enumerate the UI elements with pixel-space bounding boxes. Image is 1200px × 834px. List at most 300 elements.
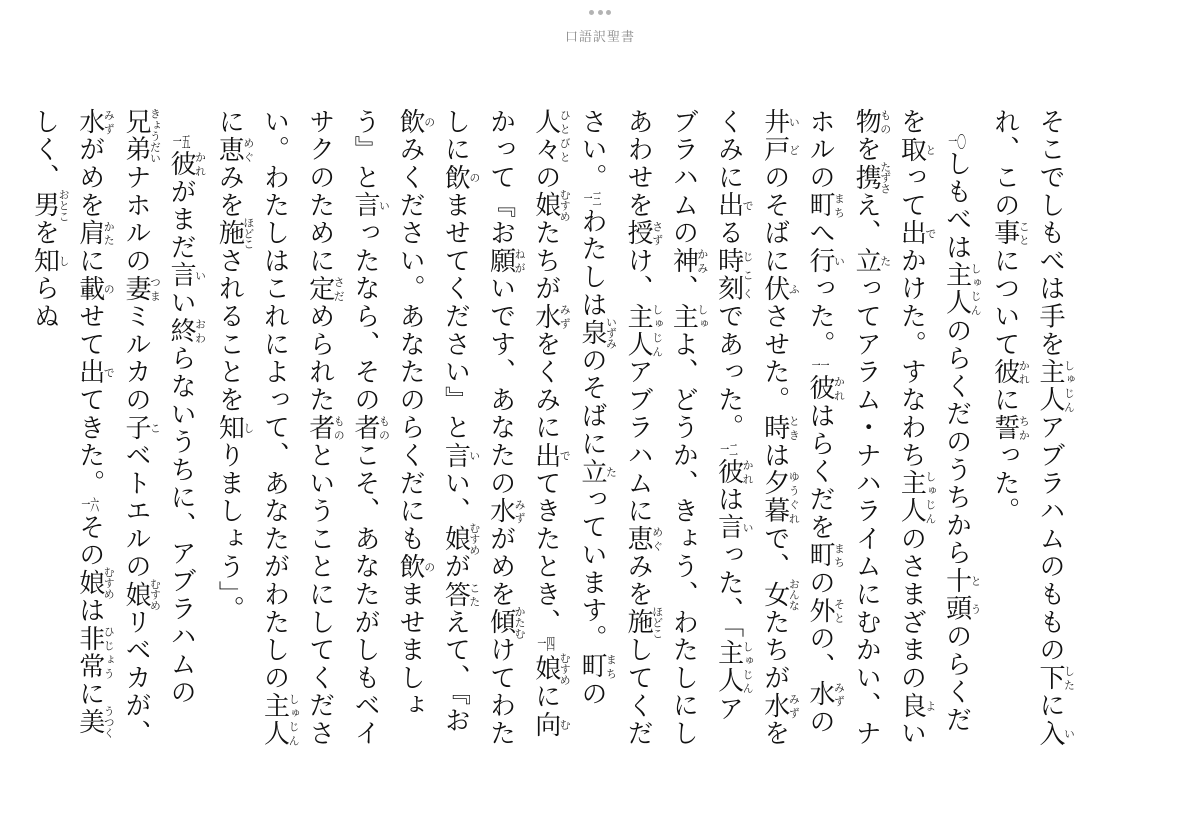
text-run: みを <box>214 163 245 220</box>
ruby-base: 飲 <box>395 108 426 136</box>
ruby-word <box>759 578 801 611</box>
ruby-base: 傾 <box>485 605 516 639</box>
text-run: を <box>29 219 60 248</box>
ruby-reading: むすめ <box>558 188 572 222</box>
ruby-word <box>668 302 709 331</box>
ruby-reading: し <box>241 413 255 442</box>
ruby-word <box>1035 719 1076 748</box>
ruby-word <box>120 413 162 442</box>
ruby-word <box>851 108 892 136</box>
ruby-base: 泉 <box>576 316 607 350</box>
ruby-base: 夕暮 <box>759 469 790 526</box>
ruby-word <box>440 522 481 556</box>
ruby-reading: まち <box>832 541 846 569</box>
ruby-word <box>804 374 846 403</box>
text-run: に <box>1035 691 1065 720</box>
text-run: わたしは <box>576 207 607 319</box>
text-run: てきた。 <box>74 386 105 498</box>
ruby-reading: みず <box>787 691 801 720</box>
text-run: ませましょう』と <box>349 108 426 720</box>
ruby-reading: しゅじん <box>1062 358 1076 414</box>
ruby-base: 娘 <box>530 652 561 686</box>
text-run: った、「 <box>713 541 744 640</box>
ruby-word <box>576 316 618 350</box>
ruby-reading: おとこ <box>57 188 71 222</box>
ruby-word <box>166 261 207 290</box>
text-run: そこでしもべは手を <box>1035 108 1065 359</box>
text-run: る <box>713 219 744 248</box>
ruby-reading: ゆうぐれ <box>787 469 801 526</box>
ruby-reading: しゅじん <box>969 261 983 317</box>
text-run: らぬ <box>29 274 60 331</box>
paragraph-1 <box>982 108 1075 748</box>
ruby-word <box>989 358 1031 387</box>
text-run: みを <box>623 552 654 609</box>
ruby-word <box>896 219 937 248</box>
ruby-reading: いずみ <box>604 316 618 350</box>
ruby-word <box>896 469 937 526</box>
ruby-word <box>623 219 664 248</box>
ruby-reading: しゅじん <box>650 302 664 359</box>
text-run: こそ、あなたがしもベイサクのために <box>304 108 380 748</box>
ruby-base: 主人 <box>259 691 290 748</box>
ruby-base: 主人 <box>1035 358 1065 414</box>
text-run: が <box>440 552 471 581</box>
text-run: の、 <box>804 624 835 681</box>
ruby-word <box>214 413 255 442</box>
ruby-word <box>713 639 755 696</box>
ruby-base: 彼 <box>713 457 744 486</box>
text-run: いです、あなたの <box>485 274 516 498</box>
ruby-reading: こた <box>467 580 481 609</box>
ruby-base: 井戸 <box>759 108 790 164</box>
ruby-reading: い <box>467 441 481 470</box>
ruby-word <box>804 596 846 625</box>
ruby-word <box>485 247 527 275</box>
ruby-reading: たずさ <box>878 161 892 194</box>
text-run: リベカが、 <box>120 608 151 748</box>
ruby-word <box>804 541 846 569</box>
text-run: アブラハムの <box>668 108 744 723</box>
ruby-reading: さず <box>650 219 664 247</box>
text-run: させた。 <box>759 302 790 414</box>
text-run: えて、『お <box>440 608 471 735</box>
text-run: してください。 <box>576 108 654 748</box>
ruby-word <box>804 680 846 709</box>
dot <box>606 10 611 15</box>
ruby-word <box>713 513 755 542</box>
text-run: がめを <box>485 525 516 609</box>
ruby-base: 時 <box>759 413 790 442</box>
ruby-word <box>623 525 664 553</box>
ruby-reading: ねが <box>513 247 527 275</box>
ruby-reading: と <box>923 135 937 164</box>
ruby-reading: しゅ <box>695 302 709 331</box>
ruby-base: 肩 <box>74 219 105 248</box>
text-run: って <box>896 163 927 220</box>
text-run: をくみに <box>713 108 790 748</box>
ruby-base: 町 <box>576 652 607 681</box>
ruby-reading: しゅじん <box>741 639 755 696</box>
ruby-base: 水 <box>74 108 105 136</box>
ruby-reading: かたむ <box>513 605 527 639</box>
ruby-base: 伏 <box>759 274 790 303</box>
ruby-reading: ほどこ <box>241 216 255 250</box>
ruby-reading: かれ <box>741 457 755 486</box>
ruby-reading: こ <box>148 413 162 442</box>
paragraph-2 <box>206 108 981 748</box>
ruby-base: 者 <box>304 413 335 442</box>
text-run: ベトエルの <box>120 441 151 581</box>
ruby-reading: かれ <box>193 150 207 178</box>
ruby-reading: の <box>467 163 481 192</box>
ruby-base: 立 <box>851 247 882 275</box>
ruby-reading: とう <box>969 567 983 623</box>
text-run: い <box>896 719 927 748</box>
ruby-base: 言 <box>440 441 471 470</box>
verse-number-14: 一四 <box>537 636 556 653</box>
ruby-reading: で <box>102 358 116 387</box>
ruby-base: 取 <box>896 135 927 164</box>
ruby-reading: かた <box>102 219 116 248</box>
ruby-base: 知 <box>214 413 245 442</box>
text-run: たちが <box>759 608 790 692</box>
ruby-reading: みず <box>513 497 527 526</box>
text-run: ませてください』と <box>440 191 471 442</box>
ruby-word <box>304 274 346 303</box>
ruby-base: 水 <box>804 680 835 709</box>
ruby-reading: い <box>377 191 391 220</box>
ruby-base: 彼 <box>804 374 835 403</box>
text-run: について <box>989 247 1020 359</box>
ruby-reading: もの <box>332 413 346 442</box>
ruby-base: 娘 <box>120 578 151 611</box>
ruby-reading: ひとびと <box>558 108 572 164</box>
ruby-reading: こと <box>1017 219 1031 247</box>
ruby-reading: もの <box>377 413 391 442</box>
ruby-base: 主 <box>668 302 699 331</box>
ruby-reading: た <box>878 247 892 275</box>
ruby-word <box>576 457 618 486</box>
text-run: に <box>74 247 105 275</box>
ruby-reading: まち <box>832 191 846 220</box>
ruby-base: 非常 <box>74 624 105 681</box>
text-run: った。 <box>989 441 1020 526</box>
ruby-base: 男 <box>29 188 60 222</box>
ruby-word <box>74 219 116 248</box>
ruby-word <box>1035 664 1076 692</box>
ruby-base: 兄弟 <box>120 108 151 164</box>
verse-number-13: 一三 <box>583 191 602 208</box>
text-run: の <box>804 708 835 736</box>
ruby-word <box>896 691 937 720</box>
reader-top-bar <box>0 0 1200 48</box>
ruby-reading: ふ <box>787 274 801 303</box>
ruby-word <box>804 247 846 275</box>
ruby-word <box>530 108 572 164</box>
ruby-reading: もの <box>878 108 892 136</box>
text-run: りましょう」。 <box>214 441 245 624</box>
ruby-reading: まち <box>604 652 618 681</box>
ruby-reading: みず <box>832 680 846 709</box>
ruby-base: 女 <box>759 578 790 611</box>
ruby-reading: した <box>1062 664 1076 692</box>
ruby-word <box>668 247 709 275</box>
ruby-word <box>304 413 346 442</box>
text-run: しく、 <box>29 108 60 192</box>
ruby-base: 美 <box>74 705 105 739</box>
ruby-base: 妻 <box>120 274 151 303</box>
ruby-word <box>759 413 801 442</box>
ruby-reading: むすめ <box>558 652 572 686</box>
ruby-word <box>941 261 983 317</box>
ruby-reading: さだ <box>332 274 346 303</box>
text-run: をくみに <box>530 330 561 442</box>
verse-number-11: 一一 <box>811 358 830 375</box>
ruby-base: 下 <box>1035 664 1065 692</box>
ruby-reading: い <box>1062 719 1076 748</box>
ruby-base: 娘 <box>440 522 471 556</box>
text-run: であった。 <box>713 302 744 442</box>
dot <box>598 10 603 15</box>
verse-number-10: 一〇 <box>948 134 966 151</box>
ruby-word <box>530 302 572 331</box>
ruby-word <box>941 567 983 623</box>
ruby-word <box>623 302 664 359</box>
verse-number-15: 一五 <box>172 134 191 151</box>
ruby-word <box>74 108 116 136</box>
text-run: れ、この <box>989 108 1020 220</box>
text-run: たちが <box>530 219 561 303</box>
ruby-word <box>530 188 572 222</box>
ruby-word <box>74 624 116 681</box>
text-run: え、 <box>851 191 882 248</box>
ruby-word <box>713 247 755 303</box>
ruby-word <box>74 274 116 303</box>
ruby-reading: とき <box>787 413 801 442</box>
ruby-base: 恵 <box>214 135 245 164</box>
ruby-base: 載 <box>74 274 105 303</box>
ruby-reading: かれ <box>1017 358 1031 387</box>
ruby-base: 主人 <box>713 639 744 696</box>
ruby-word <box>29 247 71 275</box>
ruby-base: 彼 <box>989 358 1020 387</box>
ruby-base: 時刻 <box>713 247 744 303</box>
text-run: ということにしてください。わたしはこれによって、あなたがわたしの <box>259 108 335 748</box>
ruby-word <box>214 216 255 250</box>
text-run: ってアラム・ナハライムにむかい、ナホルの <box>804 108 882 748</box>
more-options-icon[interactable] <box>589 7 611 17</box>
ruby-reading: で <box>741 191 755 220</box>
ruby-reading: そと <box>832 596 846 625</box>
text-run: のらくだを <box>896 108 972 734</box>
text-run: けてわたしに <box>440 108 516 748</box>
text-run: の <box>804 569 835 597</box>
ruby-base: 言 <box>166 261 197 290</box>
text-run: その <box>74 513 105 570</box>
ruby-reading: よ <box>923 691 937 720</box>
text-run: がめを <box>74 135 105 220</box>
ruby-word <box>713 457 755 486</box>
ruby-base: 言 <box>349 191 380 220</box>
ruby-reading: い <box>741 513 755 542</box>
text-run: かけた。すなわち <box>896 247 927 470</box>
ruby-reading: めぐ <box>241 135 255 164</box>
ruby-reading: い <box>193 261 207 290</box>
text-run: められた <box>304 302 335 414</box>
ruby-word <box>1035 358 1076 414</box>
ruby-word <box>485 497 527 526</box>
text-run: に <box>530 682 561 711</box>
ruby-reading: めぐ <box>650 525 664 553</box>
ruby-word <box>74 358 116 387</box>
text-run: に <box>989 386 1020 414</box>
text-run: は <box>713 485 744 514</box>
text-run: てきたとき、 <box>530 469 561 637</box>
text-run: い、 <box>440 469 471 526</box>
ruby-base: 子 <box>120 413 151 442</box>
ruby-base: 授 <box>623 219 654 248</box>
ruby-base: 定 <box>304 274 335 303</box>
ruby-base: 知 <box>29 247 60 275</box>
ruby-base: 携 <box>851 161 882 194</box>
ruby-word <box>74 566 116 600</box>
text-run: ナホルの <box>120 163 151 275</box>
ruby-word <box>989 219 1031 248</box>
ruby-base: 出 <box>713 191 744 220</box>
ruby-base: 出 <box>896 219 927 248</box>
ruby-reading: かれ <box>832 374 846 403</box>
ruby-reading: む <box>558 710 572 739</box>
ruby-reading: きょうだい <box>148 108 162 164</box>
ruby-word <box>74 705 116 739</box>
ruby-word <box>120 108 162 164</box>
ruby-reading: の <box>102 274 116 303</box>
ruby-base: 娘 <box>74 566 105 600</box>
book-title: 口語訳聖書 <box>564 30 635 45</box>
ruby-base: 出 <box>530 441 561 470</box>
ruby-reading: しゅじん <box>287 691 301 748</box>
ruby-word <box>349 413 391 442</box>
text-run: せて <box>74 302 105 359</box>
ruby-word <box>989 413 1031 442</box>
ruby-word <box>713 191 755 220</box>
ruby-word <box>530 652 572 686</box>
ruby-base: 施 <box>623 606 654 639</box>
text-run: されることを <box>214 247 245 414</box>
ruby-base: 水 <box>530 302 561 331</box>
text-run: ったなら、その <box>349 219 380 414</box>
ruby-word <box>395 108 436 136</box>
ruby-word <box>804 191 846 220</box>
ruby-word <box>759 108 801 164</box>
ruby-base: 出 <box>74 358 105 387</box>
ruby-base: 終 <box>166 316 197 345</box>
ruby-base: 神 <box>668 247 699 275</box>
ruby-word <box>120 274 162 303</box>
ruby-base: 主人 <box>623 302 654 359</box>
ruby-reading: むすめ <box>467 522 481 556</box>
ruby-reading: ひじょう <box>102 624 116 681</box>
text-run: しもべは <box>941 150 972 262</box>
ruby-base: 人々 <box>530 108 561 164</box>
ruby-base: 物 <box>851 108 882 136</box>
ruby-reading: の <box>422 108 436 136</box>
text-run: はらくだを <box>804 402 835 542</box>
ruby-base: 事 <box>989 219 1020 248</box>
text-run: は <box>759 441 790 470</box>
ruby-base: 飲 <box>440 163 471 192</box>
ruby-base: 町 <box>804 191 835 220</box>
text-run: がまだ <box>166 177 197 262</box>
ruby-word <box>440 163 481 192</box>
ruby-base: 良 <box>896 691 927 720</box>
ruby-base: 町 <box>804 541 835 569</box>
ruby-reading: かみ <box>695 247 709 275</box>
ruby-reading: みず <box>558 302 572 331</box>
ruby-word <box>759 469 801 526</box>
ruby-word <box>166 316 207 345</box>
ruby-base: 向 <box>530 710 561 739</box>
ruby-base: 彼 <box>166 150 197 178</box>
text-run: かって『お <box>485 108 516 247</box>
text-run: よ、どうか、きょう、わたしにしあわせを <box>623 108 699 748</box>
ruby-base: 施 <box>214 216 245 250</box>
ruby-base: 行 <box>804 247 835 275</box>
paragraph-3 <box>21 108 206 748</box>
ruby-base: 入 <box>1035 719 1065 748</box>
ruby-base: 者 <box>349 413 380 442</box>
ruby-word <box>395 552 436 581</box>
text-run: のさまざまの <box>896 525 927 692</box>
text-run: のそばに <box>759 163 790 275</box>
ruby-base: 恵 <box>623 525 654 553</box>
ruby-word <box>120 578 162 611</box>
text-run: に <box>74 680 105 709</box>
ruby-word <box>530 710 572 739</box>
ruby-word <box>214 135 255 164</box>
ruby-word <box>851 161 892 194</box>
ruby-word <box>29 188 71 222</box>
ruby-reading: で <box>923 219 937 248</box>
ruby-reading: しゅじん <box>923 469 937 526</box>
ruby-base: 十頭 <box>941 567 972 623</box>
ruby-reading: みず <box>102 108 116 136</box>
reading-page <box>29 108 1076 748</box>
ruby-reading: むすめ <box>102 566 116 600</box>
ruby-reading: うつく <box>102 705 116 739</box>
ruby-reading: ちか <box>1017 413 1031 442</box>
ruby-word <box>349 191 391 220</box>
text-run: のらくだのうちから <box>941 316 972 568</box>
text-run: らないうちに、アブラハムの <box>166 344 197 707</box>
ruby-base: 外 <box>804 596 835 625</box>
ruby-base: 飲 <box>395 552 426 581</box>
text-run: っています。 <box>576 485 607 653</box>
ruby-word <box>259 691 301 748</box>
ruby-base: 主人 <box>896 469 927 526</box>
text-run: を <box>851 135 882 164</box>
text-run: の <box>576 680 607 708</box>
ruby-word <box>623 606 664 639</box>
ruby-base: 主人 <box>941 261 972 317</box>
text-run: った。 <box>804 274 835 359</box>
ruby-word <box>759 691 801 720</box>
text-run: のそばに <box>576 346 607 458</box>
ruby-reading: で <box>558 441 572 470</box>
text-run: の <box>530 163 561 192</box>
ruby-reading: じこく <box>741 247 755 303</box>
